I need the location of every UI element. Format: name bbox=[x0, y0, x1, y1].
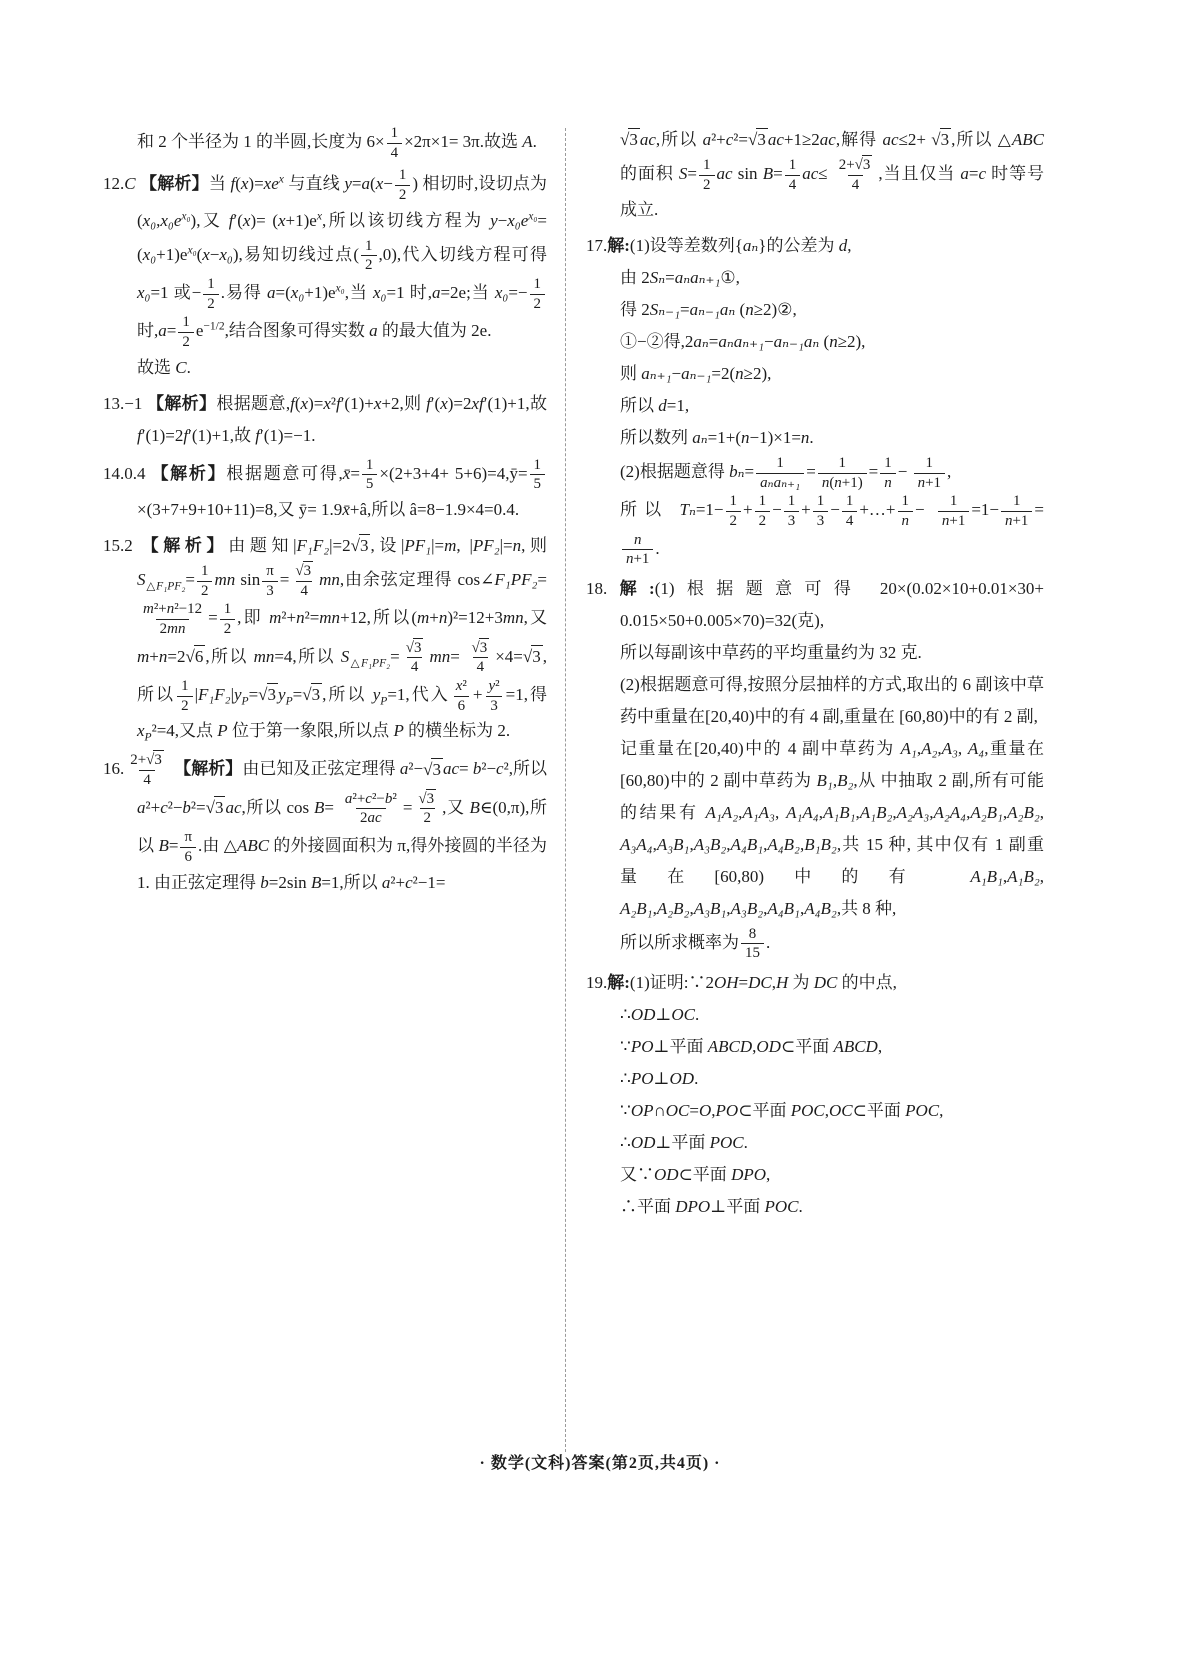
fraction: $\frac{√3}{2}$ bbox=[418, 790, 435, 827]
solution-line: ∵OP∩OC=O,PO⊂平面 POC,OC⊂平面 POC, bbox=[620, 1100, 944, 1120]
fraction: $\frac{1}{4}$ bbox=[842, 492, 857, 530]
solution-line: (2)根据题意可得,按照分层抽样的方式,取出的 6 副该中草药中重量在[20,40)中的有 4 副,重量在 [60,80)中的有 2 副, bbox=[620, 674, 1044, 726]
fraction: $\frac{1}{n(n+1)}$ bbox=[818, 454, 867, 492]
solution-line: 13.−1 【解析】根据题意,f(x)=x²f′(1)+x+2,则 f′(x)=2xf′(1)+1,故 f′(1)=2f′(1)+1,故 f′(1)=−1. bbox=[103, 393, 548, 445]
fraction: $\frac{2+√3}{4}$ bbox=[838, 156, 871, 193]
fraction: $\frac{1}{n+1}$ bbox=[914, 454, 945, 492]
fraction: $\frac{\text{m²+n²−12}}{2mn}$ bbox=[143, 601, 203, 638]
fraction: $\frac{1}{2}$ bbox=[220, 600, 235, 638]
radical: √3 bbox=[854, 156, 871, 173]
radical: √3 bbox=[931, 130, 950, 149]
fraction: $\frac{8}{15}$ bbox=[741, 925, 764, 963]
fraction: $\frac{1}{5}$ bbox=[362, 456, 377, 494]
solution-line: 和 2 个半径为 1 的半圆,长度为 6× $\frac{1}{4}$ ×2π×1= 3π.故选 A. bbox=[137, 125, 537, 161]
solution-line: 所以数列 aₙ=1+(n−1)×1=n. bbox=[620, 428, 814, 447]
fraction: $\frac{1}{2}$ bbox=[726, 492, 741, 530]
fraction: $\frac{1}{2}$ bbox=[395, 166, 410, 204]
solution-item bbox=[586, 967, 1044, 1223]
solution-line: 16. $\frac{2+√3}{4}$ 【解析】由已知及正弦定理得 a²−√3 ac= b²−c²,所以 a²+c²−b²=√3 ac,所以 cos B= $\frac{\text{a²+c²−b²}}{2ac}$ = $\frac{√3}{2}$ ,又 B∈(0,π),所以 B= $\frac{\pi}{6}$ .由 △ABC 的外接圆面积为 π,得外接圆的半径为 1. 由正弦定理得 b=2sin B=1,所以 a²+c²−1= bbox=[103, 752, 548, 892]
solution-line: 所以 d=1, bbox=[620, 396, 690, 416]
fraction: $\frac{1}{2}$ bbox=[530, 275, 545, 313]
solution-line: 12.C 【解析】当 $f(x)=xe^x$ 与直线 y=a(x− $\frac{1}{2}$ ) 相切时,设切点为 $(x_0,x_0e^{x_0})$,又 $f'(x)= (x+1)e^x$,所以该切线方程为 $y-x_0e^{x_0}= (x_0+1)e^{x_0}(x-x_0)$,易知切线过点( $\frac{1}{2}$ ,0),代入切线方程可得 x₀=1 或− $\frac{1}{2}$ .易得 $a=(x_0+1)e^{x_0}$,当 x₀=1 时,a=2e;当 x₀=− $\frac{1}{2}$ 时,a= $\frac{1}{2}$ $e^{-1/2}$,结合图象可得实数 a 的最大值为 2e. bbox=[103, 167, 548, 351]
solution-line: 所以每副该中草药的平均重量约为 32 克. bbox=[620, 642, 922, 662]
solution-line: 故选 C. bbox=[137, 357, 191, 377]
solution-item bbox=[103, 456, 547, 526]
solution-item bbox=[103, 388, 547, 452]
fraction: $\frac{\text{x²}}{6}$ bbox=[452, 677, 471, 715]
fraction: $\frac{1}{5}$ bbox=[530, 456, 545, 494]
fraction: $\frac{\text{a²+c²−b²}}{2ac}$ bbox=[344, 790, 397, 827]
fraction: $\frac{1}{2}$ bbox=[197, 562, 212, 600]
solution-line: ∴平面 DPO⊥平面 POC. bbox=[620, 1196, 803, 1216]
solution-line: 由 2Sₙ=aₙaₙ₊₁①, bbox=[620, 268, 740, 288]
solution-line: ①−②得,2aₙ=aₙaₙ₊₁−aₙ₋₁aₙ (n≥2), bbox=[620, 332, 866, 352]
radical: √3 bbox=[302, 685, 321, 705]
radical: √6 bbox=[185, 646, 204, 666]
fraction: $\frac{1}{2}$ bbox=[177, 677, 192, 715]
solution-line: 又∵OD⊂平面 DPO, bbox=[620, 1164, 771, 1184]
solution-line: 14.0.4 【解析】根据题意可得,x̄= $\frac{1}{5}$ ×(2+3+4+ 5+6)=4,ȳ= $\frac{1}{5}$ ×(3+7+9+10+11)=8,又 ȳ= 1.9x̄+â,所以 â=8−1.9×4=0.4. bbox=[103, 456, 547, 526]
solution-line: 所以所求概率为 $\frac{8}{15}$ . bbox=[620, 925, 771, 962]
radical: √3 bbox=[471, 639, 488, 656]
fraction: $\frac{\pi}{6}$ bbox=[180, 828, 196, 866]
solution-line: 17.解:(1)设等差数列{aₙ}的公差为 d, bbox=[586, 236, 852, 256]
solution-line: 得 2Sₙ₋₁=aₙ₋₁aₙ (n≥2)②, bbox=[620, 300, 797, 320]
radical: √3 bbox=[620, 130, 638, 149]
fraction: $\frac{1}{2}$ bbox=[361, 237, 376, 275]
solution-item bbox=[103, 530, 547, 747]
fraction: $\frac{1}{\text{aₙaₙ₊₁}}$ bbox=[756, 454, 804, 492]
radical: √3 bbox=[405, 639, 422, 656]
fraction: $\frac{1}{2}$ bbox=[178, 313, 193, 351]
radical: √3 bbox=[418, 790, 435, 807]
solution-item bbox=[586, 124, 1044, 226]
solution-item bbox=[103, 751, 547, 898]
fraction: $\frac{√3}{4}$ bbox=[471, 639, 488, 676]
fraction: $\frac{2+√3}{4}$ bbox=[130, 752, 162, 789]
radical: √3 bbox=[423, 759, 441, 779]
fraction: $\frac{1}{4}$ bbox=[785, 156, 800, 194]
solution-line: 记重量在[20,40)中的 4 副中草药为 A₁,A₂,A₃, A₄,重量在[60,80)中的 2 副中草药为 B₁,B₂,从 中抽取 2 副,所有可能的结果有 A₁A₂,A₁A₃, A₁A₄,A₁B₁,A₁B₂,A₂A₃,A₂A₄,A₂B₁,A₂B₂, A₃A₄,A₃B₁,A₃B₂,A₄B₁,A₄B₂,B₁B₂,共 15 种, 其中仅有 1 副重量在[60,80)中的有 A₁B₁,A₁B₂, A₂B₁,A₂B₂,A₃B₁,A₃B₂,A₄B₁,A₄B₂,共 8 种, bbox=[620, 738, 1045, 918]
fraction: $\frac{1}{3}$ bbox=[813, 492, 828, 530]
left-column bbox=[103, 124, 547, 903]
solution-line: ∴OD⊥平面 POC. bbox=[620, 1132, 748, 1152]
fraction: $\frac{1}{n}$ bbox=[880, 454, 895, 492]
fraction: $\frac{1}{n}$ bbox=[898, 492, 913, 530]
radical: √3 bbox=[205, 797, 224, 817]
radical: √3 bbox=[350, 536, 369, 556]
column-divider bbox=[565, 128, 566, 1452]
fraction: $\frac{1}{n+1}$ bbox=[938, 492, 969, 530]
solution-line: ∵PO⊥平面 ABCD,OD⊂平面 ABCD, bbox=[620, 1036, 883, 1056]
radical: √3 bbox=[747, 130, 766, 149]
radical: √3 bbox=[146, 752, 162, 769]
fraction: $\frac{n}{n+1}$ bbox=[622, 531, 653, 569]
fraction: $\frac{1}{2}$ bbox=[699, 156, 714, 194]
solution-line: ∴PO⊥OD. bbox=[620, 1068, 699, 1088]
fraction: $\frac{1}{3}$ bbox=[784, 492, 799, 530]
fraction: $\frac{\text{y²}}{3}$ bbox=[485, 677, 504, 715]
solution-line: 则 aₙ₊₁−aₙ₋₁=2(n≥2), bbox=[620, 364, 772, 384]
fraction: $\frac{1}{2}$ bbox=[755, 492, 770, 530]
solution-line: 18.解:(1)根据题意可得 20×(0.02×10+0.01×30+ 0.015×50+0.005×70)=32(克), bbox=[586, 579, 1044, 631]
radical: √3 bbox=[522, 646, 541, 666]
solution-line: (2)根据题意得 bₙ= $\frac{1}{\text{aₙaₙ₊₁}}$ = $\frac{1}{n(n+1)}$ = $\frac{1}{n}$ − $\frac{1}{n+1}$ , bbox=[620, 454, 952, 491]
solution-line: 所以 Tₙ=1− $\frac{1}{2}$ + $\frac{1}{2}$ − $\frac{1}{3}$ + $\frac{1}{3}$ − $\frac{1}{4}$ +…+ $\frac{1}{n}$ − $\frac{1}{n+1}$ =1− $\frac{1}{n+1}$ = $\frac{n}{n+1}$ . bbox=[620, 493, 1045, 568]
page-footer: · 数学(文科)答案(第2页,共4页) · bbox=[479, 1455, 721, 1472]
fraction: $\frac{1}{2}$ bbox=[203, 275, 218, 313]
solution-item bbox=[103, 166, 547, 383]
radical: √3 bbox=[258, 685, 277, 705]
solution-line: 15.2 【解析】由题知|F₁F₂|=2√3 ,设|PF₁|=m, |PF₂|=n,则 $S_{\triangle F_1PF_2}=$ $\frac{1}{2}$ mn sin $\frac{\pi}{3}$ = $\frac{√3}{4}$ mn,由余弦定理得 cos∠F₁PF₂= $\frac{\text{m²+n²−12}}{2mn}$ = $\frac{1}{2}$ ,即 m²+n²=mn+12,所以(m+n)²=12+3mn,又 m+n=2√6 ,所以 mn=4,所以 $S_{\triangle F_1PF_2}=$ $\frac{√3}{4}$ mn= $\frac{√3}{4}$ ×4=√3 ,所以 $\frac{1}{2}$ $|F_1F_2|y_P=√3$ $y_P=√3$ ,所以 $y_P=1$,代入 $\frac{\text{x²}}{6}$ + $\frac{\text{y²}}{3}$ =1,得 $x_P^2=4$,又点 P 位于第一象限,所以点 P 的横坐标为 2. bbox=[103, 536, 548, 744]
solution-line: 19.解:(1)证明:∵2OH=DC,H 为 DC 的中点, bbox=[586, 972, 897, 992]
fraction: $\frac{1}{4}$ bbox=[387, 124, 402, 162]
solution-item bbox=[586, 230, 1044, 569]
solution-line: √3 ac,所以 a²+c²=√3 ac+1≥2ac,解得 ac≤2+ √3 ,所以 △ABC 的面积 S= $\frac{1}{2}$ ac sin B= $\frac{1}{4}$ ac≤ $\frac{2+√3}{4}$ ,当且仅当 a=c 时等号成立. bbox=[620, 130, 1045, 220]
radical: √3 bbox=[295, 562, 312, 579]
solution-item bbox=[586, 573, 1044, 963]
solution-item bbox=[103, 124, 547, 162]
right-column bbox=[586, 124, 1044, 1227]
fraction: $\frac{√3}{4}$ bbox=[405, 639, 422, 676]
fraction: $\frac{\pi}{3}$ bbox=[262, 562, 278, 600]
fraction: $\frac{1}{n+1}$ bbox=[1001, 492, 1032, 530]
solution-line: ∴OD⊥OC. bbox=[620, 1004, 700, 1024]
fraction: $\frac{√3}{4}$ bbox=[295, 562, 312, 599]
